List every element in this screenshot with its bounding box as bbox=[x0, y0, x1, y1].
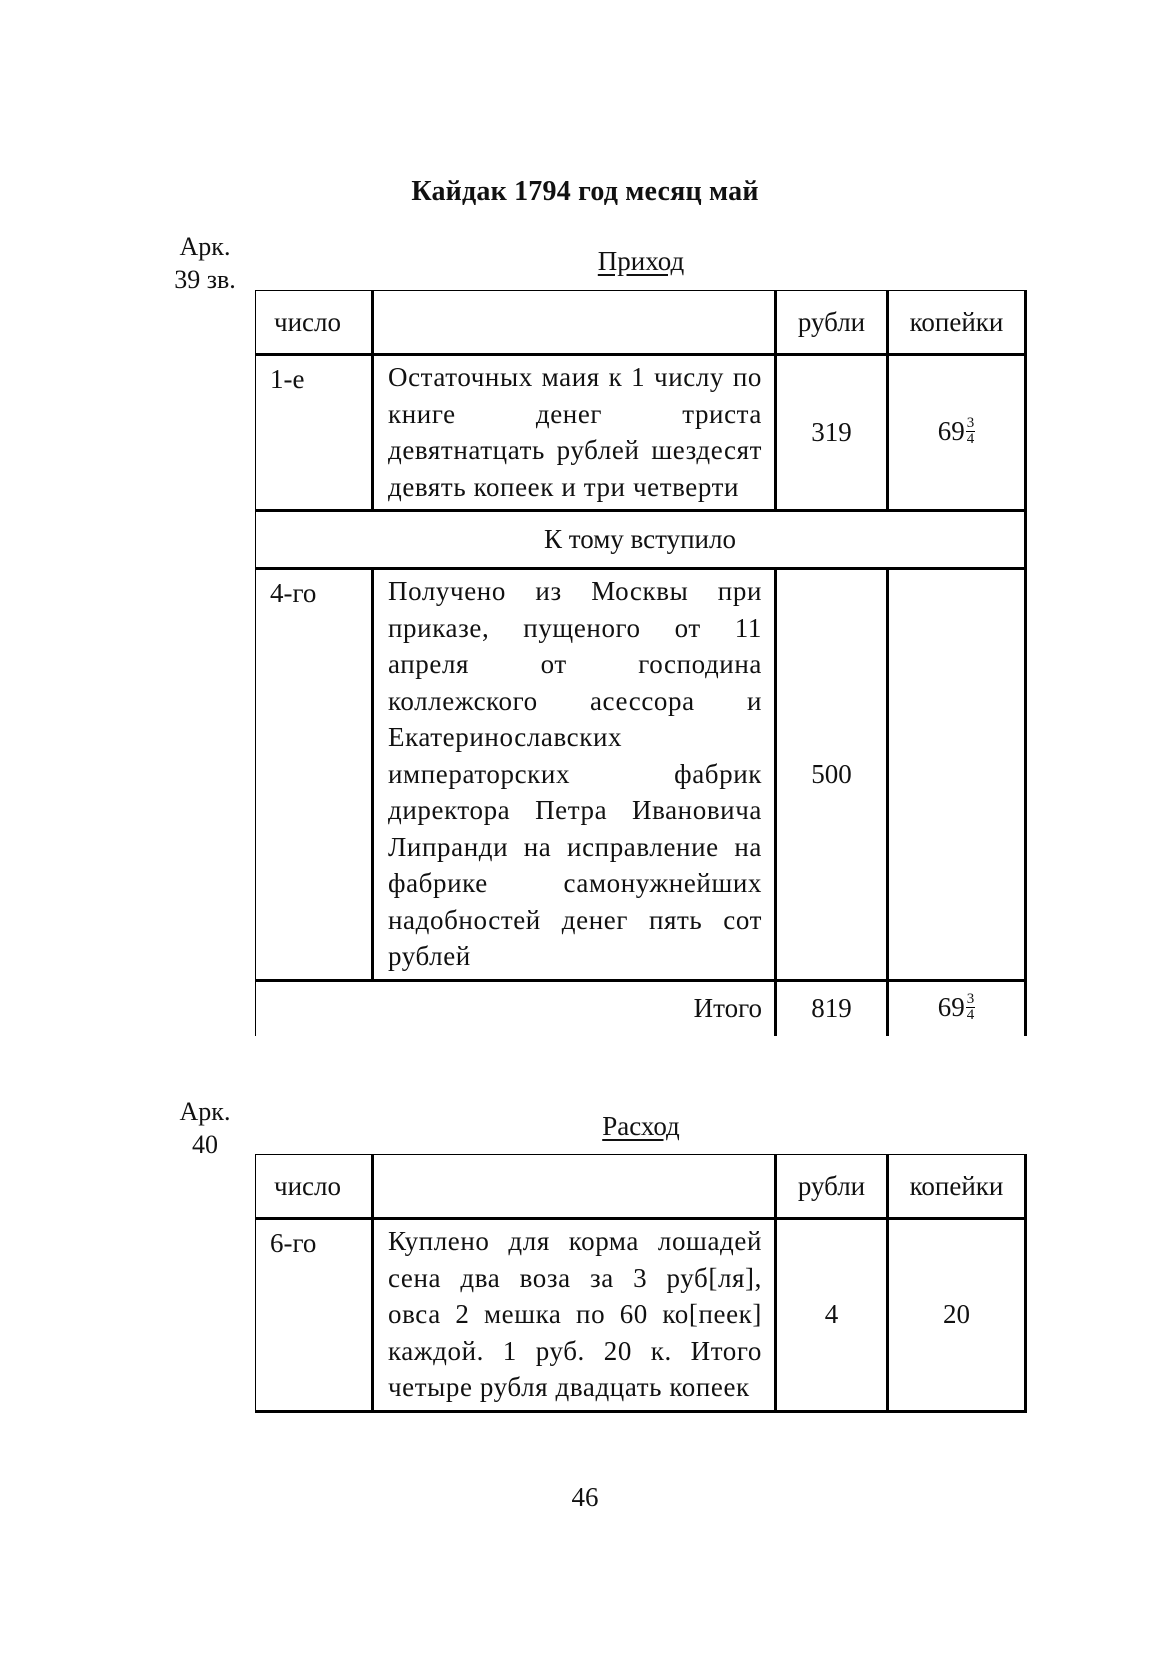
expense-heading: Расход bbox=[602, 1111, 680, 1141]
table-header-row bbox=[255, 290, 1027, 356]
archive-note-line: Арк. bbox=[179, 1097, 231, 1126]
fraction-numerator: 3 bbox=[966, 991, 975, 1008]
total-label: Итого bbox=[255, 982, 777, 1036]
column-header-rubles: рубли bbox=[777, 1154, 889, 1220]
table-header-row bbox=[255, 1154, 1027, 1220]
kopecks-fraction bbox=[966, 992, 976, 1023]
row-date: 4-го bbox=[255, 570, 374, 982]
fraction-numerator: 3 bbox=[966, 415, 975, 432]
table-row bbox=[255, 356, 1027, 512]
fraction-denominator: 4 bbox=[966, 1007, 975, 1024]
kopecks-whole: 69 bbox=[937, 415, 965, 446]
archive-note-line: 39 зв. bbox=[174, 265, 236, 294]
column-header-number: число bbox=[255, 290, 374, 356]
column-header-kopecks: копейки bbox=[889, 290, 1027, 356]
expense-table bbox=[255, 1154, 1027, 1413]
kopecks-whole: 69 bbox=[937, 991, 965, 1022]
archive-sheet-note bbox=[150, 1095, 260, 1161]
table-row bbox=[255, 570, 1027, 982]
total-rubles: 819 bbox=[777, 982, 889, 1036]
total-row bbox=[255, 982, 1027, 1036]
row-rubles: 500 bbox=[777, 570, 889, 982]
archive-note-line: 40 bbox=[192, 1130, 218, 1159]
total-kopecks bbox=[889, 982, 1027, 1036]
column-header-number: число bbox=[255, 1154, 374, 1220]
row-kopecks bbox=[889, 570, 1027, 982]
income-table bbox=[255, 290, 1027, 1036]
row-date: 1-е bbox=[255, 356, 374, 512]
page-number: 46 bbox=[571, 1482, 599, 1512]
row-description: Куплено для корма лошадей сена два воза за 3 руб[ля], овса 2 мешка по 60 ко[пеек] каждой. 1 руб. 20 к. Итого четыре рубля двадцать копеек bbox=[374, 1220, 777, 1413]
archive-note-line: Арк. bbox=[179, 232, 231, 261]
row-rubles: 4 bbox=[777, 1220, 889, 1413]
table-row bbox=[255, 1220, 1027, 1413]
column-header-description bbox=[374, 1154, 777, 1220]
row-kopecks bbox=[889, 356, 1027, 512]
row-kopecks: 20 bbox=[889, 1220, 1027, 1413]
table-subheading-row bbox=[255, 512, 1027, 570]
row-description: Остаточных маия к 1 числу по книге денег триста девятнатцать рублей шездесят девять копеек и три четверти bbox=[374, 356, 777, 512]
subheading-cell: К тому вступило bbox=[255, 512, 1027, 570]
archive-sheet-note bbox=[150, 230, 260, 296]
row-description: Получено из Москвы при приказе, пущеного от 11 апреля от господина коллежского асессора и Екатеринославских императорских фабрик директора Петра Ивановича Липранди на исправление на фабрике самонужнейших надобностей денег пять сот рублей bbox=[374, 570, 777, 982]
page-title: Кайдак 1794 год месяц май bbox=[411, 176, 759, 207]
fraction-denominator: 4 bbox=[966, 431, 975, 448]
column-header-kopecks: копейки bbox=[889, 1154, 1027, 1220]
income-heading: Приход bbox=[597, 246, 685, 276]
column-header-rubles: рубли bbox=[777, 290, 889, 356]
column-header-description bbox=[374, 290, 777, 356]
kopecks-fraction bbox=[966, 416, 976, 447]
row-date: 6-го bbox=[255, 1220, 374, 1413]
row-rubles: 319 bbox=[777, 356, 889, 512]
